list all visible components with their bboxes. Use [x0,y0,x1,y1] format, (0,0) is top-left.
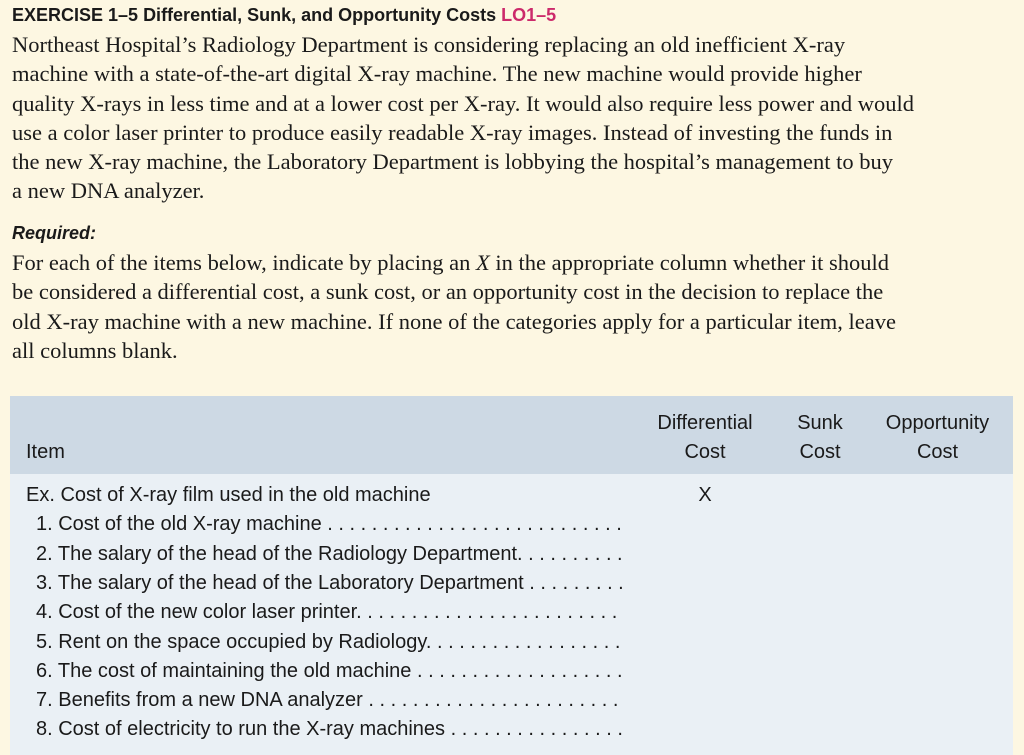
row-label: Ex. Cost of X-ray film used in the old machine [26,484,431,506]
table-row-example [10,481,1013,510]
required-line [12,248,1012,277]
exercise-title: EXERCISE 1–5 Differential, Sunk, and Opportunity Costs [12,5,497,25]
intro-line: quality X-rays in less time and at a lower cost per X-ray. It would also require less power and would [12,90,915,116]
row-label: 8. Cost of electricity to run the X-ray machines . . . [36,715,622,744]
table-row [10,628,1013,657]
required-line-post: in the appropriate column whether it should [489,250,890,275]
header-item: Item [26,441,65,463]
header-differential-line1: Differential [657,412,753,434]
intro-line: machine with a state-of-the-art digital X-ray machine. The new machine would provide higher [12,61,862,87]
header-opportunity-line1: Opportunity [885,412,990,434]
table-row [10,510,1013,539]
row-label: 2. The salary of the head of the Radiology Department. . . . [36,540,622,569]
required-line: all columns blank. [12,337,178,363]
row-label: 1. Cost of the old X-ray machine . . . [36,510,622,539]
header-sunk-cost [780,409,860,467]
required-line-x: X [476,250,490,275]
table-row [10,598,1013,627]
required-line: be considered a differential cost, a sunk cost, or an opportunity cost in the decision to replace the [12,279,884,305]
required-line-pre: For each of the items below, indicate by placing an [12,250,477,275]
row-label: 3. The salary of the head of the Laboratory Department . . . [36,569,622,598]
intro-line: the new X-ray machine, the Laboratory Department is lobbying the hospital’s management to buy [12,149,894,175]
header-sunk-line1: Sunk [797,412,843,434]
differential-mark: X [698,484,712,506]
header-differential-cost [640,409,770,467]
header-opportunity-cost [870,409,1005,467]
table-row [10,715,1013,744]
table-header [10,396,1013,474]
cost-classification-table [10,396,1013,755]
row-label: 5. Rent on the space occupied by Radiology. . . . [36,628,622,657]
intro-line: a new DNA analyzer. [12,178,205,204]
header-opportunity-line2: Cost [916,441,959,463]
required-paragraph [12,248,1012,365]
intro-line: use a color laser printer to produce easily readable X-ray images. Instead of investing the funds in [12,119,893,145]
table-body [10,474,1013,755]
header-sunk-line2: Cost [799,441,841,463]
exercise-heading [12,5,556,26]
header-differential-line2: Cost [684,441,726,463]
row-label: 4. Cost of the new color laser printer. . . . [36,598,622,627]
table-row [10,686,1013,715]
intro-line: Northeast Hospital’s Radiology Department is considering replacing an old inefficient X-ray [12,32,846,57]
required-line: old X-ray machine with a new machine. If none of the categories apply for a particular item, leave [12,308,897,334]
required-label: Required: [12,223,97,243]
intro-paragraph [12,30,1012,206]
table-row [10,540,1013,569]
row-label: 7. Benefits from a new DNA analyzer . . . [36,686,622,715]
table-row [10,569,1013,598]
learning-objective-tag: LO1–5 [501,5,557,25]
table-row [10,657,1013,686]
row-label: 6. The cost of maintaining the old machine . . . [36,657,622,686]
